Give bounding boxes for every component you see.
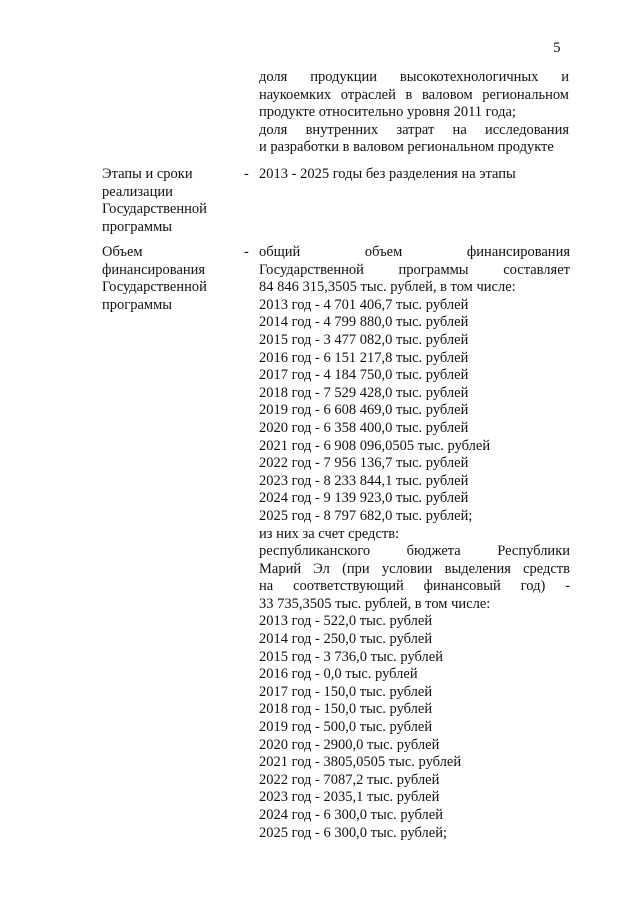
volume-label-line: программы (102, 296, 172, 313)
page-number: 5 (553, 40, 561, 56)
volume-dash: - (244, 244, 249, 260)
total-year-line: 2014 год - 4 799 880,0 тыс. рублей (259, 314, 469, 331)
budget-year-line: 2021 год - 3805,0505 тыс. рублей (259, 754, 462, 771)
stages-label-line: реализации (102, 183, 173, 200)
budget-year-line: 2019 год - 500,0 тыс. рублей (259, 719, 433, 736)
total-year-line: 2021 год - 6 908 096,0505 тыс. рублей (259, 437, 491, 454)
total-year-line: 2018 год - 7 529 428,0 тыс. рублей (259, 384, 469, 401)
budget-year-line: 2018 год - 150,0 тыс. рублей (259, 701, 433, 718)
budget-line: 33 735,3505 тыс. рублей, в том числе: (259, 595, 491, 612)
volume-label-line: финансирования (102, 261, 206, 278)
stages-text: 2013 - 2025 годы без разделения на этапы (259, 166, 516, 182)
volume-label-line: Государственной (102, 279, 207, 296)
total-year-line: 2016 год - 6 151 217,8 тыс. рублей (259, 349, 469, 366)
total-year-line: 2017 год - 4 184 750,0 тыс. рублей (259, 367, 469, 384)
stages-value (259, 166, 570, 184)
total-year-line: 2022 год - 7 956 136,7 тыс. рублей (259, 455, 469, 472)
total-year-line: 2019 год - 6 608 469,0 тыс. рублей (259, 402, 469, 419)
indicator-line: доля продукции высокотехнологичных и (259, 69, 569, 85)
stages-label (102, 166, 227, 236)
volume-label (102, 244, 227, 314)
volume-intro-line: общий объем финансирования (259, 244, 570, 260)
indicators-continuation (259, 69, 569, 157)
total-year-line: 2020 год - 6 358 400,0 тыс. рублей (259, 419, 469, 436)
volume-intro-line: 84 846 315,3505 тыс. рублей, в том числе: (259, 279, 516, 296)
budget-year-line: 2014 год - 250,0 тыс. рублей (259, 631, 433, 648)
budget-year-line: 2023 год - 2035,1 тыс. рублей (259, 789, 440, 806)
budget-year-line: 2013 год - 522,0 тыс. рублей (259, 613, 433, 630)
volume-intro-line: Государственной программы составляет (259, 261, 570, 278)
total-year-line: 2015 год - 3 477 082,0 тыс. рублей (259, 331, 469, 348)
stages-label-line: программы (102, 218, 172, 235)
stages-label-line: Государственной (102, 201, 207, 218)
budget-year-line: 2016 год - 0,0 тыс. рублей (259, 666, 418, 683)
budget-year-line: 2025 год - 6 300,0 тыс. рублей; (259, 824, 447, 841)
total-year-line: 2013 год - 4 701 406,7 тыс. рублей (259, 296, 469, 313)
total-year-line: 2025 год - 8 797 682,0 тыс. рублей; (259, 507, 473, 524)
budget-year-line: 2020 год - 2900,0 тыс. рублей (259, 736, 440, 753)
stages-label-line: Этапы и сроки (102, 166, 193, 182)
budget-year-line: 2017 год - 150,0 тыс. рублей (259, 683, 433, 700)
indicator-line: доля внутренних затрат на исследования (259, 121, 569, 138)
indicator-line: и разработки в валовом региональном продукте (259, 139, 554, 156)
budget-line: на соответствующий финансовый год) - (259, 578, 570, 595)
of-which-line: из них за счет средств: (259, 525, 400, 542)
total-year-line: 2024 год - 9 139 923,0 тыс. рублей (259, 490, 469, 507)
total-year-line: 2023 год - 8 233 844,1 тыс. рублей (259, 472, 469, 489)
indicator-line: наукоемких отраслей в валовом региональном (259, 86, 569, 103)
budget-line: республиканского бюджета Республики (259, 543, 570, 560)
budget-year-line: 2015 год - 3 736,0 тыс. рублей (259, 648, 443, 665)
volume-label-line: Объем (102, 244, 143, 260)
volume-value (259, 244, 570, 842)
budget-line: Марий Эл (при условии выделения средств (259, 560, 570, 577)
budget-year-line: 2022 год - 7087,2 тыс. рублей (259, 771, 440, 788)
indicator-line: продукте относительно уровня 2011 года; (259, 104, 516, 121)
stages-dash: - (244, 166, 249, 182)
budget-year-line: 2024 год - 6 300,0 тыс. рублей (259, 807, 443, 823)
